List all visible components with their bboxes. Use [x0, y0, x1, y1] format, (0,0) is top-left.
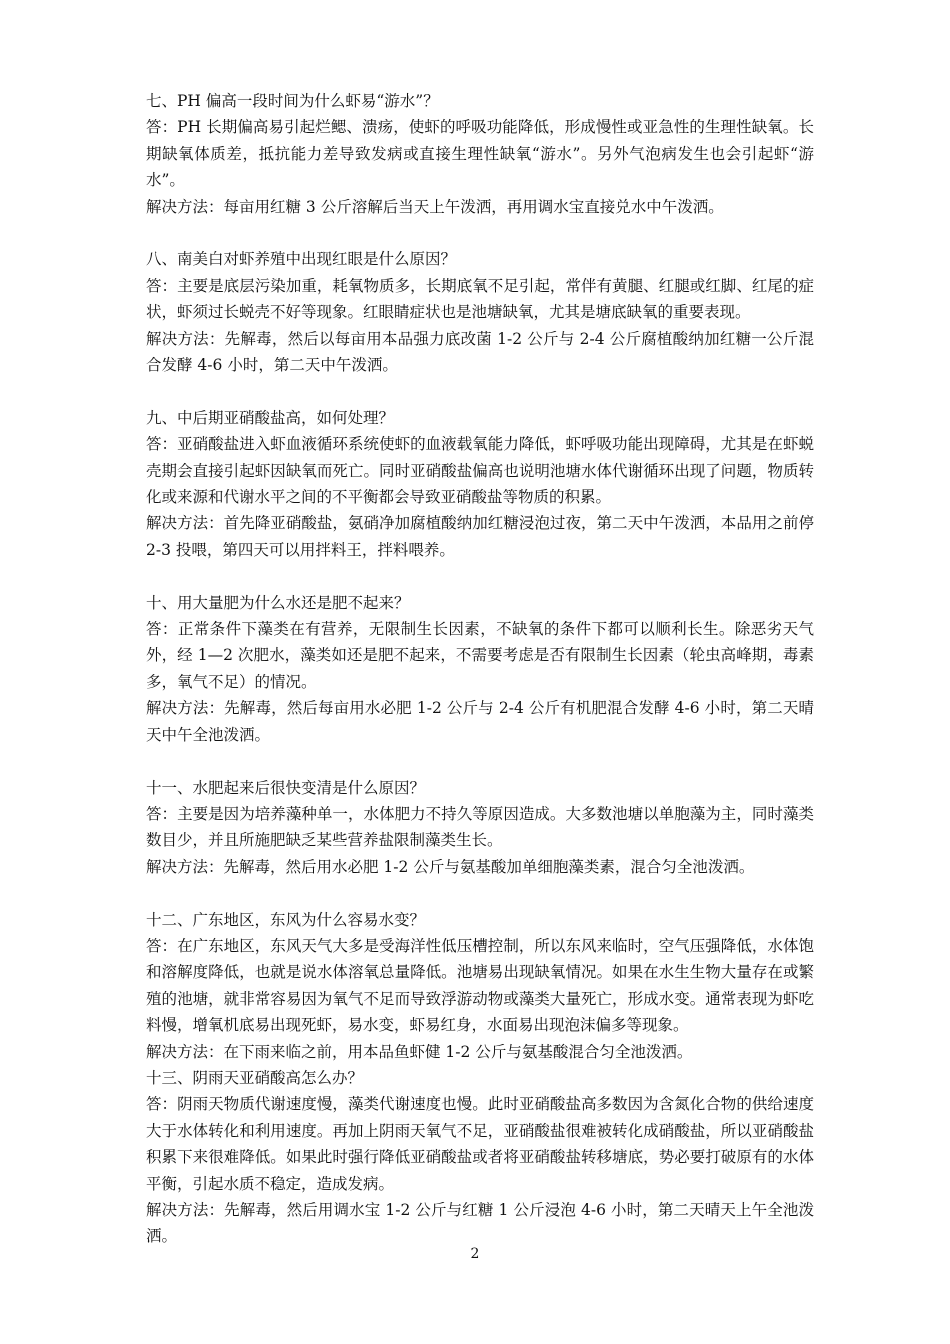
answer-text: 答：PH 长期偏高易引起烂鳃、溃疡，使虾的呼吸功能降低，形成慢性或亚急性的生理性缺氧。长期缺氧体质差，抵抗能力差导致发病或直接生理性缺氧“游水”。另外气泡病发生也会引起虾“游水”。: [146, 118, 814, 190]
question-title: 十三、阴雨天亚硝酸高怎么办？: [146, 1068, 364, 1087]
answer-text: 答：阴雨天物质代谢速度慢，藻类代谢速度也慢。此时亚硝酸盐高多数因为含氮化合物的供给速度大于水体转化和利用速度。再加上阴雨天氧气不足，亚硝酸盐很难被转化成硝酸盐，所以亚硝酸盐积累下来很难降低。如果此时强行降低亚硝酸盐或者将亚硝酸盐转移塘底，势必要打破原有的水体平衡，引起水质不稳定，造成发病。: [146, 1095, 814, 1193]
qa-section-12: [146, 907, 814, 1065]
qa-section-13: [146, 1065, 814, 1250]
question-title: 十二、广东地区，东风为什么容易水变？: [146, 910, 426, 929]
answer-text: 答：正常条件下藻类在有营养，无限制生长因素，不缺氧的条件下都可以顺利长生。除恶劣天气外，经 1—2 次肥水，藻类如还是肥不起来，不需要考虑是否有限制生长因素（轮虫高峰期，毒素多，氧气不足）的情况。: [146, 620, 814, 691]
answer-text: 答：主要是底层污染加重，耗氧物质多，长期底氧不足引起，常伴有黄腿、红腿或红脚、红尾的症状，虾须过长蜕壳不好等现象。红眼睛症状也是池塘缺氧，尤其是塘底缺氧的重要表现。: [146, 276, 814, 322]
qa-section-11: [146, 775, 814, 881]
qa-section-9: [146, 405, 814, 563]
page-number: 2: [470, 1246, 480, 1262]
qa-section-8: [146, 246, 814, 378]
question-title: 七、PH 偏高一段时间为什么虾易“游水”？: [146, 92, 439, 110]
solution-text: 解决方法：先解毒，然后用水必肥 1-2 公斤与氨基酸加单细胞藻类素，混合匀全池泼洒。: [146, 857, 755, 876]
answer-text: 答：亚硝酸盐进入虾血液循环系统使虾的血液载氧能力降低，虾呼吸功能出现障碍，尤其是在虾蜕壳期会直接引起虾因缺氧而死亡。同时亚硝酸盐偏高也说明池塘水体代谢循环出现了问题，物质转化或来源和代谢水平之间的不平衡都会导致亚硝酸盐等物质的积累。: [146, 435, 814, 507]
answer-text: 答：主要是因为培养藻种单一，水体肥力不持久等原因造成。大多数池塘以单胞藻为主，同时藻类数目少，并且所施肥缺乏某些营养盐限制藻类生长。: [146, 804, 814, 850]
solution-text: 解决方法：先解毒，然后用调水宝 1-2 公斤与红糖 1 公斤浸泡 4-6 小时，第二天晴天上午全池泼洒。: [146, 1200, 814, 1246]
question-title: 十、用大量肥为什么水还是肥不起来？: [146, 593, 410, 612]
question-title: 九、中后期亚硝酸盐高，如何处理？: [146, 408, 395, 427]
solution-text: 解决方法：先解毒，然后以每亩用本品强力底改菌 1-2 公斤与 2-4 公斤腐植酸纳加红糖一公斤混合发酵 4-6 小时，第二天中午泼洒。: [146, 329, 814, 375]
answer-text: 答：在广东地区，东风天气大多是受海洋性低压槽控制，所以东风来临时，空气压强降低，水体饱和溶解度降低，也就是说水体溶氧总量降低。池塘易出现缺氧情况。如果在水生生物大量存在或繁殖的池塘，就非常容易因为氧气不足而导致浮游动物或藻类大量死亡，形成水变。通常表现为虾吃料慢，增氧机底易出现死虾，易水变，虾易红身，水面易出现泡沫偏多等现象。: [146, 936, 814, 1035]
qa-section-10: [146, 590, 814, 748]
solution-text: 解决方法：首先降亚硝酸盐，氨硝净加腐植酸纳加红糖浸泡过夜，第二天中午泼洒，本品用之前停 2-3 投喂，第四天可以用拌料王，拌料喂养。: [146, 514, 814, 559]
document-body: [146, 88, 814, 1250]
solution-text: 解决方法：每亩用红糖 3 公斤溶解后当天上午泼洒，再用调水宝直接兑水中午泼洒。: [146, 197, 724, 216]
solution-text: 解决方法：先解毒，然后每亩用水必肥 1-2 公斤与 2-4 公斤有机肥混合发酵 4-6 小时，第二天晴天中午全池泼洒。: [146, 699, 814, 744]
question-title: 八、南美白对虾养殖中出现红眼是什么原因？: [146, 250, 457, 269]
question-title: 十一、水肥起来后很快变清是什么原因？: [146, 778, 426, 797]
solution-text: 解决方法：在下雨来临之前，用本品鱼虾健 1-2 公斤与氨基酸混合匀全池泼洒。: [146, 1042, 693, 1061]
qa-section-7: [146, 88, 814, 220]
